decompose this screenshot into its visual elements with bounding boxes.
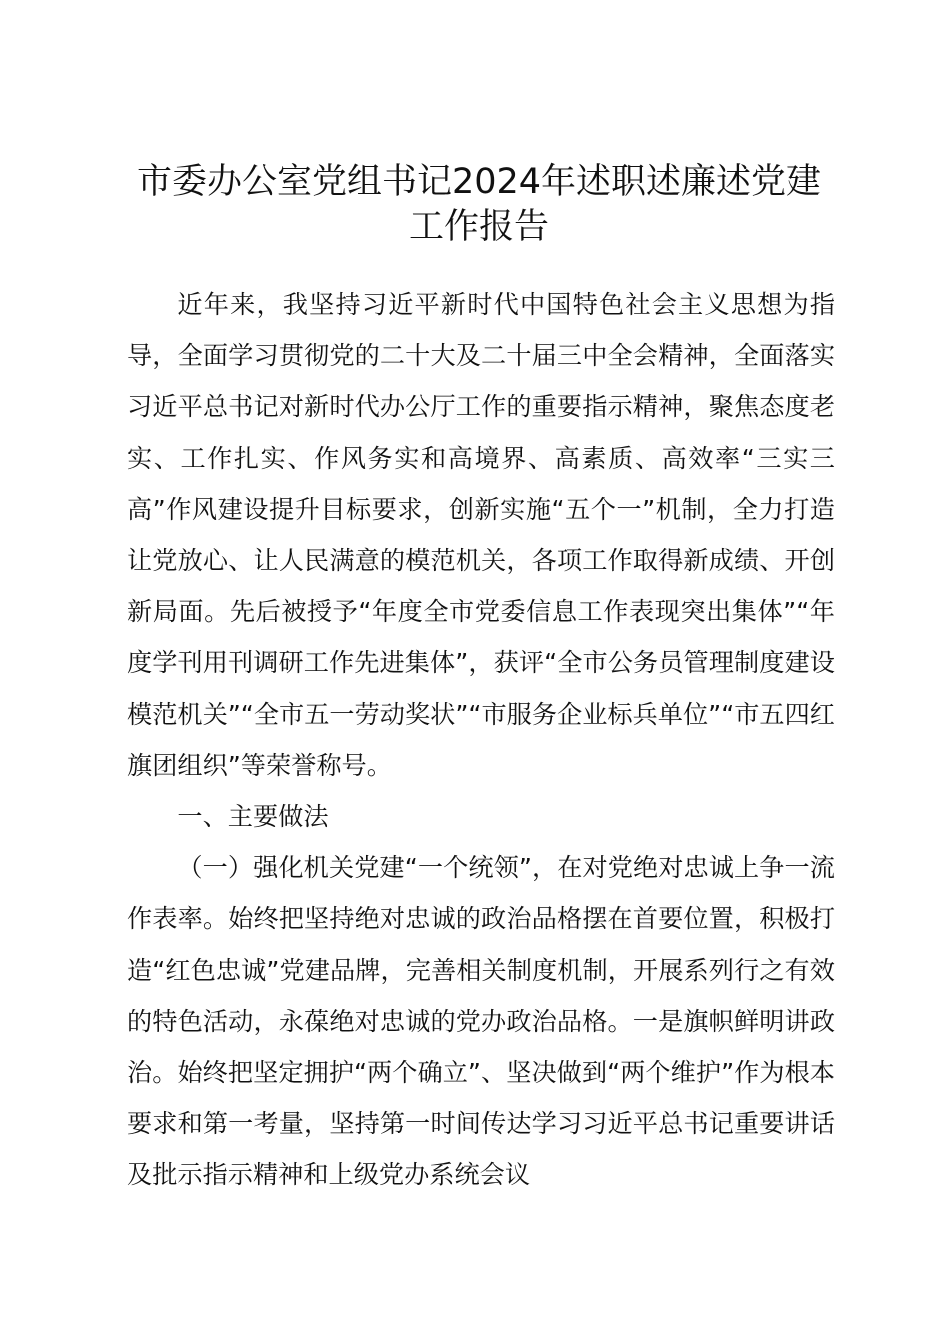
- subsection-paragraph-1: （一）强化机关党建“一个统领”，在对党绝对忠诚上争一流作表率。始终把坚持绝对忠诚的政治品格摆在首要位置，积极打造“红色忠诚”党建品牌，完善相关制度机制，开展系列行之有效的特色活动，永葆绝对忠诚的党办政治品格。一是旗帜鲜明讲政治。始终把坚定拥护“两个确立”、坚决做到“两个维护”作为根本要求和第一考量，坚持第一时间传达学习习近平总书记重要讲话及批示指示精神和上级党办系统会议: [127, 853, 835, 1190]
- title-line-1: 市委办公室党组书记2024年述职述廉述党建: [136, 162, 822, 202]
- document-body: [127, 279, 835, 1201]
- intro-paragraph: 近年来，我坚持习近平新时代中国特色社会主义思想为指导，全面学习贯彻党的二十大及二十届三中全会精神，全面落实习近平总书记对新时代办公厅工作的重要指示精神，聚焦态度老实、工作扎实、作风务实和高境界、高素质、高效率“三实三高”作风建设提升目标要求，创新实施“五个一”机制，全力打造让党放心、让人民满意的模范机关，各项工作取得新成绩、开创新局面。先后被授予“年度全市党委信息工作表现突出集体”“年度学刊用刊调研工作先进集体”，获评“全市公务员管理制度建设模范机关”“全市五一劳动奖状”“市服务企业标兵单位”“市五四红旗团组织”等荣誉称号。: [127, 290, 835, 780]
- section-heading-main-practices: 一、主要做法: [177, 802, 329, 832]
- title-line-2: 工作报告: [408, 207, 549, 247]
- document-title: [120, 160, 838, 250]
